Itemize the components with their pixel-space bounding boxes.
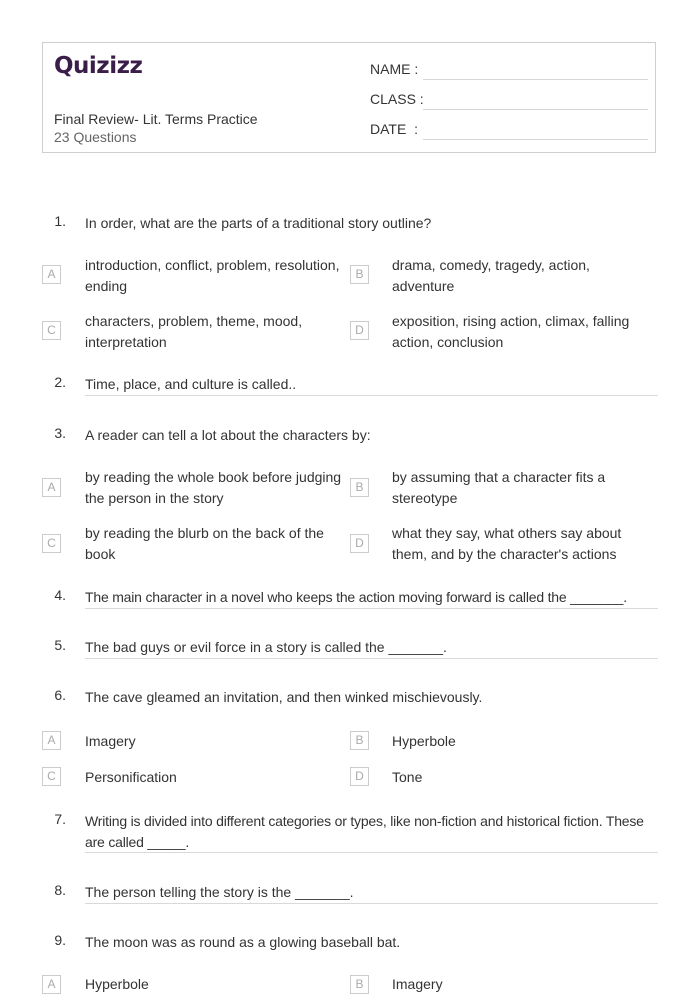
option-letter-a: A — [42, 478, 61, 497]
question-text: The moon was as round as a glowing baseball bat. — [85, 934, 401, 950]
option-text: what they say, what others say about them, and by the character's actions — [392, 525, 622, 562]
question-text: Time, place, and culture is called.. — [85, 376, 297, 392]
question-text: The bad guys or evil force in a story is called the _______. — [85, 639, 447, 655]
option-letter-d: D — [350, 767, 369, 786]
option-letter-d: D — [350, 321, 369, 340]
option-letter-c: C — [42, 534, 61, 553]
question-text: The main character in a novel who keeps the action moving forward is called the _______. — [85, 589, 627, 605]
answer-line — [85, 395, 658, 396]
option-letter-a: A — [42, 731, 61, 750]
question-number: 9. — [54, 932, 66, 948]
option-text: by assuming that a character fits a stereotype — [392, 469, 606, 506]
name-label: NAME : — [370, 61, 419, 77]
option-letter-b: B — [350, 478, 369, 497]
option-text: drama, comedy, tragedy, action, adventure — [392, 257, 590, 294]
question-count: 23 Questions — [54, 129, 137, 145]
option-letter-b: B — [350, 265, 369, 284]
option-text: Tone — [392, 769, 423, 785]
worksheet-header — [42, 42, 656, 153]
question-text: Writing is divided into different categories or types, like non-fiction and historical fiction. These are called _____. — [85, 813, 644, 850]
question-text: In order, what are the parts of a traditional story outline? — [85, 215, 432, 231]
date-label: DATE : — [370, 121, 418, 137]
option-letter-c: C — [42, 321, 61, 340]
class-line — [423, 109, 648, 110]
worksheet-title: Final Review- Lit. Terms Practice — [54, 111, 258, 127]
option-text: Imagery — [85, 733, 136, 749]
name-line — [423, 79, 648, 80]
option-text: by reading the whole book before judging the person in the story — [85, 469, 342, 506]
question-text: The person telling the story is the _______. — [85, 884, 354, 900]
question-text: A reader can tell a lot about the characters by: — [85, 427, 371, 443]
option-text: Hyperbole — [392, 733, 456, 749]
question-number: 2. — [54, 374, 66, 390]
option-text: introduction, conflict, problem, resolution, ending — [85, 257, 340, 294]
question-number: 3. — [54, 425, 66, 441]
option-letter-b: B — [350, 975, 369, 994]
option-letter-d: D — [350, 534, 369, 553]
question-number: 7. — [54, 811, 66, 827]
answer-line — [85, 658, 658, 659]
answer-line — [85, 903, 658, 904]
option-letter-a: A — [42, 265, 61, 284]
option-text: characters, problem, theme, mood, interpretation — [85, 313, 303, 350]
option-text: Imagery — [392, 976, 443, 992]
question-number: 4. — [54, 587, 66, 603]
class-label: CLASS : — [370, 91, 424, 107]
quizizz-logo: Quizizz — [54, 53, 143, 79]
option-letter-b: B — [350, 731, 369, 750]
question-number: 1. — [54, 213, 66, 229]
option-text: Personification — [85, 769, 177, 785]
option-text: Hyperbole — [85, 976, 149, 992]
option-letter-a: A — [42, 975, 61, 994]
question-text: The cave gleamed an invitation, and then winked mischievously. — [85, 689, 483, 705]
answer-line — [85, 852, 658, 853]
option-text: by reading the blurb on the back of the book — [85, 525, 324, 562]
question-number: 5. — [54, 637, 66, 653]
date-line — [423, 139, 648, 140]
option-text: exposition, rising action, climax, falling action, conclusion — [392, 313, 630, 350]
question-number: 6. — [54, 687, 66, 703]
option-letter-c: C — [42, 767, 61, 786]
answer-line — [85, 608, 658, 609]
question-number: 8. — [54, 882, 66, 898]
